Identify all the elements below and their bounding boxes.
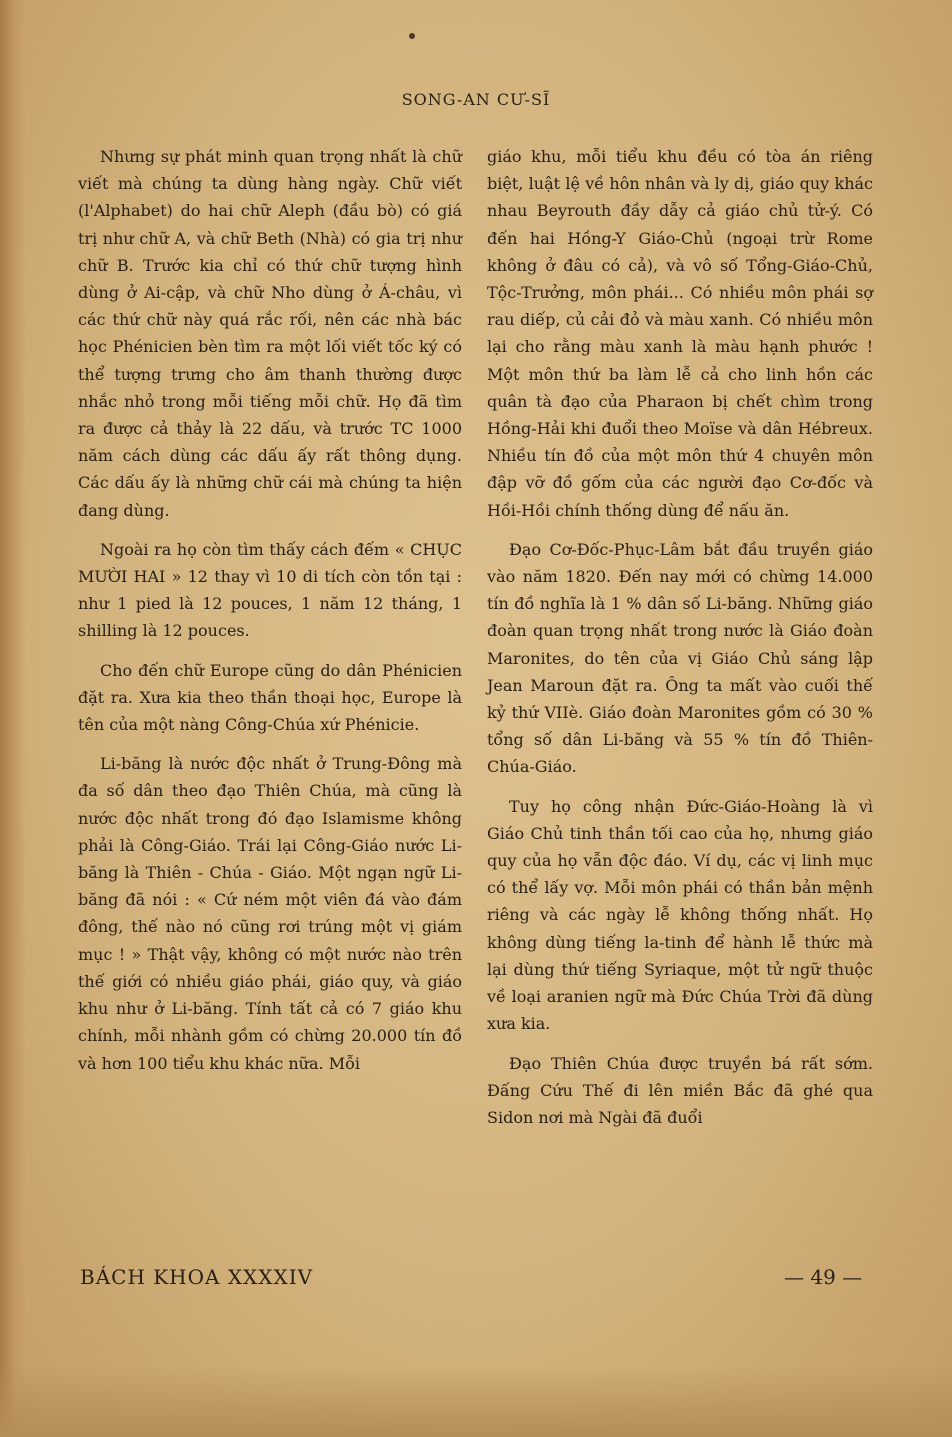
paragraph: Ngoài ra họ còn tìm thấy cách đếm « CHỤC MƯỜI HAI » 12 thay vì 10 di tích còn tồn tại : như 1 pied là 12 pouces, 1 năm 12 tháng, 1 shilling là 12 pouces. <box>78 539 462 641</box>
paragraph: Nhưng sự phát minh quan trọng nhất là chữ viết mà chúng ta dùng hàng ngày. Chữ viết (l'Alphabet) do hai chữ Aleph (đầu bò) có giá trị như chữ A, và chữ Beth (Nhà) có gia trị như chữ B. Trước kia chỉ có thứ chữ tượng hình dùng ở Ai-cập, và chữ Nho dùng ở Á-châu, vì các thứ chữ này quá rắc rối, nên các nhà bác học Phénicien bèn tìm ra một lối viết tốc ký có thể tượng trưng cho âm thanh thường được nhắc nhỏ trong mỗi tiếng mỗi chữ. Họ đã tìm ra được cả thảy là 22 dấu, và trước TC 1000 năm cách dùng các dấu ấy rất thông dụng. Các dấu ấy là những chữ cái mà chúng ta hiện đang dùng. <box>78 147 462 520</box>
paragraph: Tuy họ công nhận Đức-Giáo-Hoàng là vì Giáo Chủ tinh thần tối cao của họ, nhưng giáo quy của họ vẫn độc đáo. Ví dụ, các vị linh mục có thể lấy vợ. Mỗi môn phái có thần bản mệnh riêng và các ngày lễ không thống nhất. Họ không dùng tiếng la-tinh để hành lễ thức mà lại dùng thứ tiếng Syriaque, một tử ngữ thuộc về loại aranien ngữ mà Đức Chúa Trời đã dùng xưa kia. <box>487 796 873 1034</box>
running-head: SONG-AN CƯ-SĨ <box>401 90 551 109</box>
paragraph: Cho đến chữ Europe cũng do dân Phénicien đặt ra. Xưa kia theo thần thoại học, Europe là tên của một nàng Công-Chúa xứ Phénicie. <box>78 660 462 735</box>
page-bottom-shadow <box>0 1367 952 1437</box>
paragraph: Đạo Thiên Chúa được truyền bá rất sớm. Đấng Cứu Thế đi lên miền Bắc đã ghé qua Sidon nơi mà Ngài đã đuổi <box>487 1053 873 1127</box>
paragraph: Đạo Cơ-Đốc-Phục-Lâm bắt đầu truyền giáo vào năm 1820. Đến nay mới có chừng 14.000 tín đồ nghĩa là 1 % dân số Li-băng. Những giáo đoàn quan trọng nhất trong nước là Giáo đoàn Maronites, do tên của vị Giáo Chủ sáng lập Jean Maroun đặt ra. Ông ta mất vào cuối thế kỷ thứ VIIè. Giáo đoàn Maronites gồm có 30 % tổng số dân Li-băng và 55 % tín đồ Thiên-Chúa-Giáo. <box>487 539 873 777</box>
binding-hole-mark <box>409 33 415 39</box>
left-column <box>78 143 462 1089</box>
publication-footer: BÁCH KHOA XXXXIV <box>80 1265 314 1289</box>
paragraph-continuation: giáo khu, mỗi tiểu khu đều có tòa án riêng biệt, luật lệ về hôn nhân và ly dị, giáo quy khác nhau Beyrouth đầy dẫy cả giáo chủ tử-ý. Có đến hai Hồng-Y Giáo-Chủ (ngoại trừ Rome không ở đâu có cả), và vô số Tổng-Giáo-Chủ, Tộc-Trưởng, môn phái... Có nhiều môn phái sợ rau diếp, củ cải đỏ và màu xanh. Có nhiều môn lại cho rằng màu xanh là màu hạnh phước ! Một môn thứ ba làm lễ cả cho linh hồn các quân tà đạo của Pharaon bị chết chìm trong Hồng-Hải khi đuổi theo Moïse và dân Hébreux. Nhiều tín đồ của một môn thứ 4 chuyên môn đập vỡ đồ gốm của các người đạo Cơ-đốc và Hồi-Hồi chính thống dùng để nấu ăn. <box>487 147 873 520</box>
right-column <box>487 143 873 1143</box>
page-number: — 49 — <box>784 1265 863 1289</box>
page-edge-shadow <box>0 0 26 1437</box>
paragraph: Li-băng là nước độc nhất ở Trung-Đông mà đa số dân theo đạo Thiên Chúa, mà cũng là nước độc nhất trong đó đạo Islamisme không phải là Công-Giáo. Trái lại Công-Giáo nước Li-băng là Thiên - Chúa - Giáo. Một ngạn ngữ Li-băng đã nói : « Cứ ném một viên đá vào đám đông, thế nào nó cũng rơi trúng một vị giám mục ! » Thật vậy, không có một nước nào trên thế giới có nhiều giáo phái, giáo quy, và giáo khu như ở Li-băng. Tính tất cả có 7 giáo khu chính, mỗi nhành gồm có chừng 20.000 tín đồ và hơn 100 tiểu khu khác nữa. Mỗi <box>78 754 462 1073</box>
